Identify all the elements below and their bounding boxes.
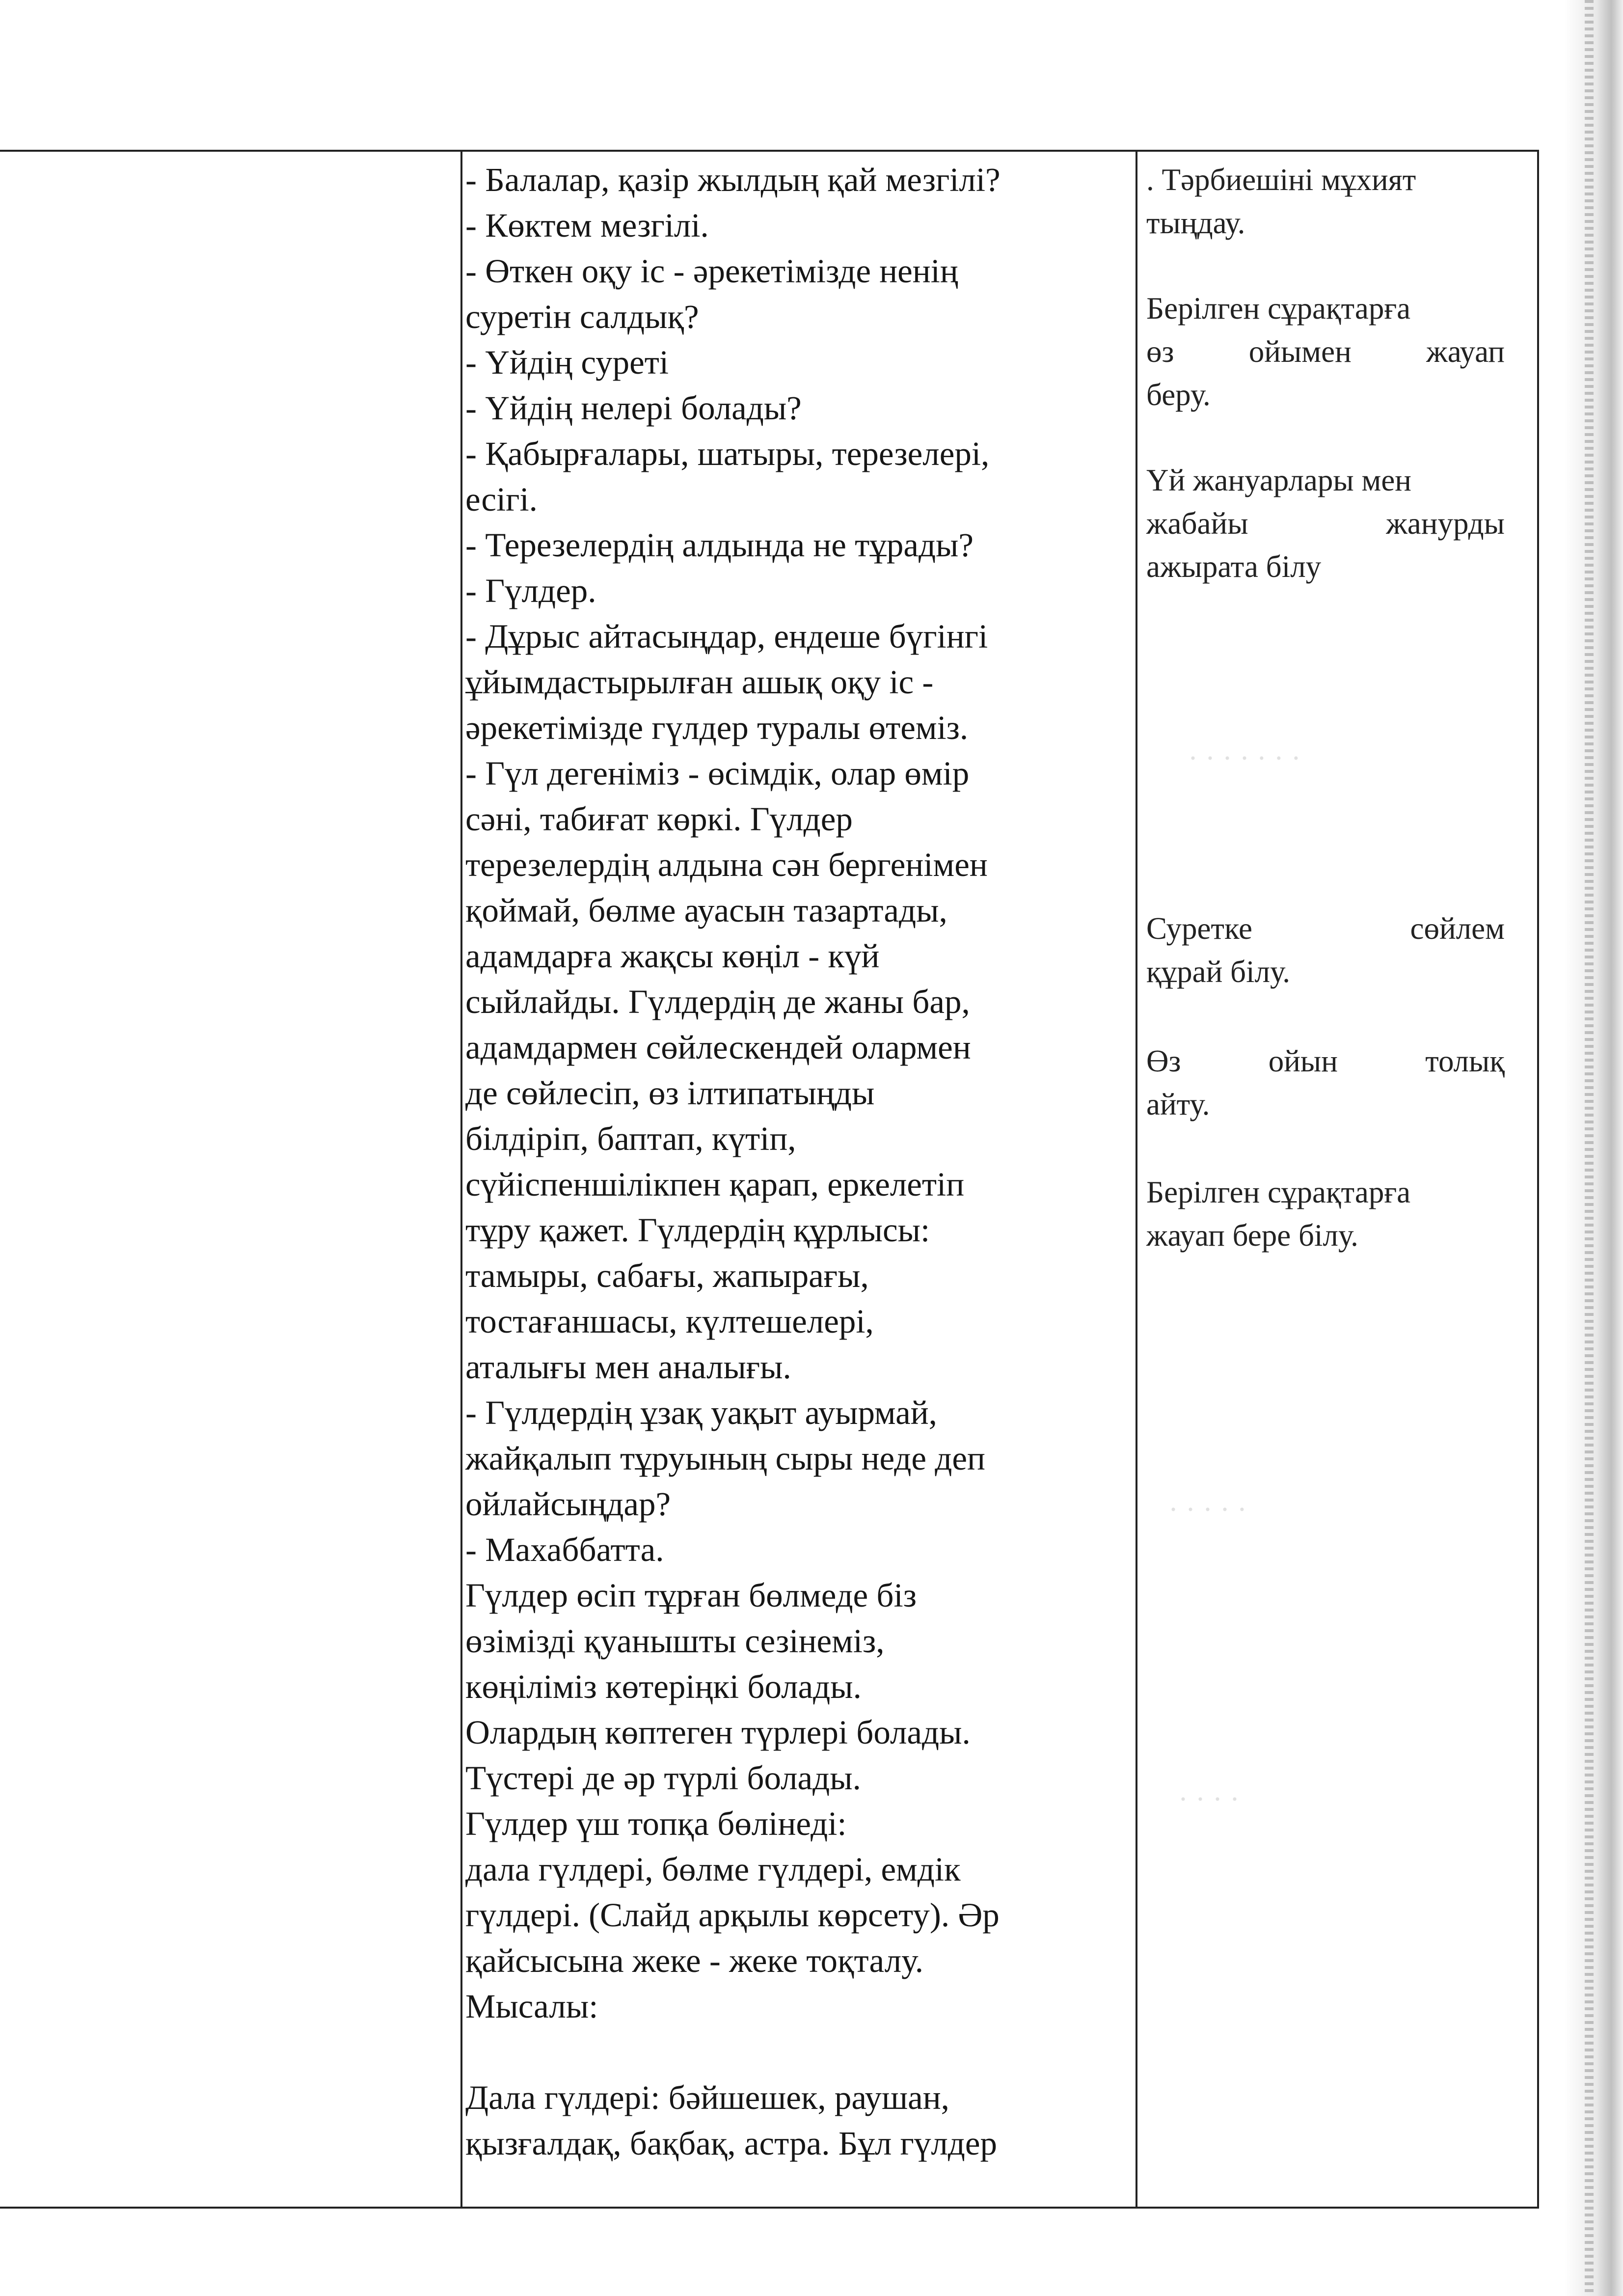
text-line — [1146, 1039, 1505, 1083]
word: жауап — [1426, 334, 1505, 369]
word: Суретке — [1146, 911, 1252, 946]
text-line: дала гүлдері, бөлме гүлдері, емдік — [465, 1851, 961, 1888]
text-line: Дала гүлдері: бәйшешек, раушан, — [465, 2079, 949, 2116]
text-line: Берілген сұрақтарға — [1146, 291, 1411, 326]
bleed-through-text: · · · · — [1178, 1783, 1240, 1815]
result-block-answer — [1146, 287, 1505, 416]
text-line: өзімізді қуанышты сезінеміз, — [465, 1622, 885, 1660]
text-line: жауап бере білу. — [1146, 1218, 1358, 1253]
text-line: де сөйлесіп, өз ілтипатыңды — [465, 1074, 875, 1112]
text-line — [1146, 907, 1505, 950]
result-block-questions — [1146, 1171, 1505, 1257]
text-line: - Үйдің суреті — [465, 344, 669, 381]
word: өз — [1146, 334, 1174, 369]
text-line: терезелердің алдына сән бергенімен — [465, 846, 988, 883]
text-line: беру. — [1146, 378, 1211, 412]
text-line — [1146, 330, 1505, 373]
text-line: тамыры, сабағы, жапырағы, — [465, 1257, 869, 1294]
text-line: ажырата білу — [1146, 549, 1322, 584]
text-line: - Гүлдер. — [465, 572, 596, 609]
text-line: тостағаншасы, күлтешелері, — [465, 1303, 874, 1340]
scan-edge-noise — [1585, 0, 1594, 2296]
bleed-through-text: · · · · · · · — [1188, 742, 1301, 774]
text-line: Берілген сұрақтарға — [1146, 1175, 1411, 1209]
text-line: Үй жануарлары мен — [1146, 463, 1411, 497]
text-line: көңіліміз көтеріңкі болады. — [465, 1668, 862, 1705]
text-line: сыйлайды. Гүлдердің де жаны бар, — [465, 983, 970, 1020]
text-line: - Балалар, қазір жылдың қай мезгілі? — [465, 161, 1001, 198]
word: ойымен — [1248, 334, 1352, 369]
text-line: . Тәрбиешіні мұхият — [1146, 163, 1416, 197]
lesson-dialogue-column — [465, 157, 1118, 2166]
word: сөйлем — [1410, 911, 1505, 946]
word: Өз — [1146, 1044, 1181, 1078]
column-divider-right — [1136, 150, 1137, 2207]
table-right-border — [1537, 150, 1539, 2207]
text-line: - Өткен оқу іс - әрекетімізде ненің — [465, 252, 958, 290]
word: толық — [1425, 1044, 1505, 1078]
text-line: Түстері де әр түрлі болады. — [465, 1759, 861, 1797]
column-divider-left — [460, 150, 462, 2207]
word: жабайы — [1146, 506, 1248, 541]
text-line: ойлайсыңдар? — [465, 1485, 671, 1523]
text-line: адамдармен сөйлескендей олармен — [465, 1029, 971, 1066]
bleed-through-text: · · · · · — [1168, 1493, 1247, 1526]
text-line: қоймай, бөлме ауасын тазартады, — [465, 892, 947, 929]
text-line: қызғалдақ, бақбақ, астра. Бұл гүлдер — [465, 2125, 998, 2162]
result-block-picture — [1146, 907, 1505, 993]
text-line: айту. — [1146, 1087, 1210, 1121]
result-block-listen — [1146, 158, 1505, 245]
text-line: ұйымдастырылған ашық оқу іс - — [465, 663, 934, 701]
text-line: Мысалы: — [465, 1988, 598, 2025]
text-line: - Терезелердің алдында не тұрады? — [465, 526, 974, 564]
text-line: - Дұрыс айтасыңдар, ендеше бүгінгі — [465, 618, 988, 655]
text-line: Гүлдер үш топқа бөлінеді: — [465, 1805, 847, 1842]
scan-edge-shadow — [1564, 0, 1623, 2296]
text-line: есігі. — [465, 481, 538, 518]
text-line: әрекетімізде гүлдер туралы өтеміз. — [465, 709, 969, 746]
text-line: - Қабырғалары, шатыры, терезелері, — [465, 435, 990, 472]
text-line: қайсысына жеке - жеке тоқталу. — [465, 1942, 923, 1979]
text-line: құрай білу. — [1146, 955, 1290, 989]
text-line: - Гүлдердің ұзақ уақыт ауырмай, — [465, 1394, 937, 1431]
text-line: білдіріп, баптап, күтіп, — [465, 1120, 796, 1157]
text-line: суретін салдық? — [465, 298, 699, 335]
word: жанурды — [1386, 506, 1505, 541]
text-line — [1146, 502, 1505, 545]
word: ойын — [1268, 1044, 1338, 1078]
text-line: сүйіспеншілікпен қарап, еркелетіп — [465, 1166, 965, 1203]
text-line: тыңдау. — [1146, 206, 1245, 240]
result-block-opinion — [1146, 1039, 1505, 1126]
text-line: Олардың көптеген түрлері болады. — [465, 1714, 971, 1751]
text-line: - Үйдің нелері болады? — [465, 389, 802, 427]
text-line: - Гүл дегеніміз - өсімдік, олар өмір — [465, 755, 970, 792]
text-line: - Махаббатта. — [465, 1531, 664, 1568]
text-line: тұру қажет. Гүлдердің құрлысы: — [465, 1211, 930, 1249]
text-line: сәні, табиғат көркі. Гүлдер — [465, 800, 853, 838]
text-line: Гүлдер өсіп тұрған бөлмеде біз — [465, 1577, 917, 1614]
text-line — [465, 2029, 1118, 2075]
text-line: - Көктем мезгілі. — [465, 207, 709, 244]
text-line: адамдарға жақсы көңіл - күй — [465, 937, 880, 975]
text-line: аталығы мен аналығы. — [465, 1348, 791, 1386]
result-block-animals — [1146, 459, 1505, 588]
text-line: жайқалып тұруының сыры неде деп — [465, 1440, 985, 1477]
text-line: гүлдері. (Слайд арқылы көрсету). Әр — [465, 1896, 1000, 1934]
